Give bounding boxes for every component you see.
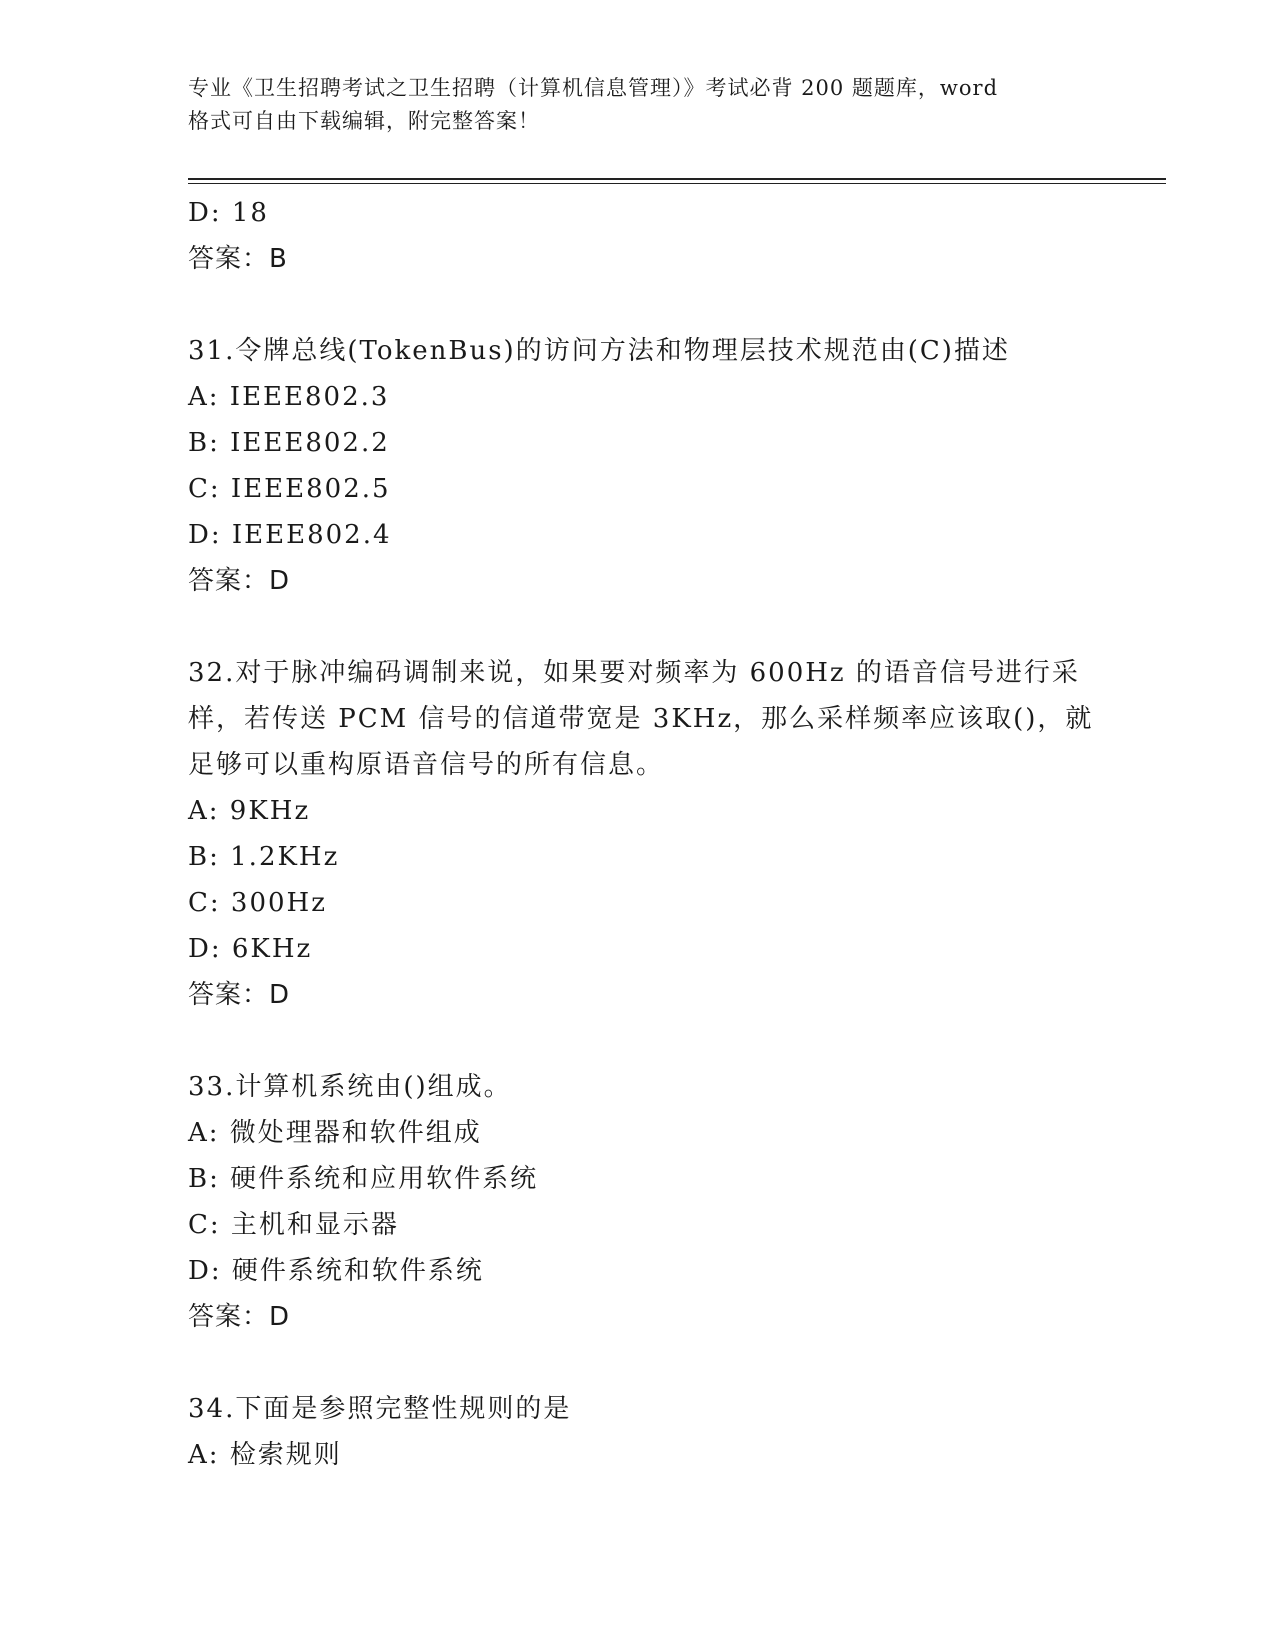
option-b: B: 硬件系统和应用软件系统 (188, 1164, 539, 1194)
answer-label: 答案：D (188, 1302, 291, 1332)
header-line-2: 格式可自由下载编辑，附完整答案！ (188, 109, 540, 133)
question-33 (188, 1064, 1118, 1340)
question-32 (188, 650, 1118, 1018)
option-c: C: 300Hz (188, 888, 327, 918)
answer-label: 答案：B (188, 244, 288, 274)
question-stem: 31.令牌总线(TokenBus)的访问方法和物理层技术规范由(C)描述 (188, 336, 1010, 366)
answer-label: 答案：D (188, 566, 291, 596)
option-d: D: 6KHz (188, 934, 313, 964)
option-c: C: 主机和显示器 (188, 1210, 399, 1240)
option-a: A: 9KHz (188, 796, 311, 826)
option-b: B: IEEE802.2 (188, 428, 390, 458)
question-stem: 34.下面是参照完整性规则的是 (188, 1394, 572, 1424)
option-a: A: 微处理器和软件组成 (188, 1118, 482, 1148)
previous-question-tail (188, 190, 1118, 282)
question-stem-line-3: 足够可以重构原语音信号的所有信息。 (188, 750, 665, 780)
question-stem-line-1: 32.对于脉冲编码调制来说，如果要对频率为 600Hz 的语音信号进行采 (188, 658, 1080, 688)
option-a: A: IEEE802.3 (188, 382, 390, 412)
question-stem-line-2: 样，若传送 PCM 信号的信道带宽是 3KHz，那么采样频率应该取()，就 (188, 704, 1094, 734)
question-stem: 33.计算机系统由()组成。 (188, 1072, 512, 1102)
question-31 (188, 328, 1118, 604)
question-34 (188, 1386, 1118, 1478)
answer-label: 答案：D (188, 980, 291, 1010)
option-a: A: 检索规则 (188, 1440, 342, 1470)
page-header (188, 72, 1108, 138)
option-c: C: IEEE802.5 (188, 474, 391, 504)
option-b: B: 1.2KHz (188, 842, 340, 872)
header-line-1: 专业《卫生招聘考试之卫生招聘（计算机信息管理）》考试必背 200 题题库，word (188, 76, 999, 100)
option-d: D: IEEE802.4 (188, 520, 392, 550)
option-d: D: 硬件系统和软件系统 (188, 1256, 484, 1286)
option-d: D: 18 (188, 198, 269, 228)
question-content (188, 190, 1118, 1478)
header-divider (188, 178, 1166, 184)
